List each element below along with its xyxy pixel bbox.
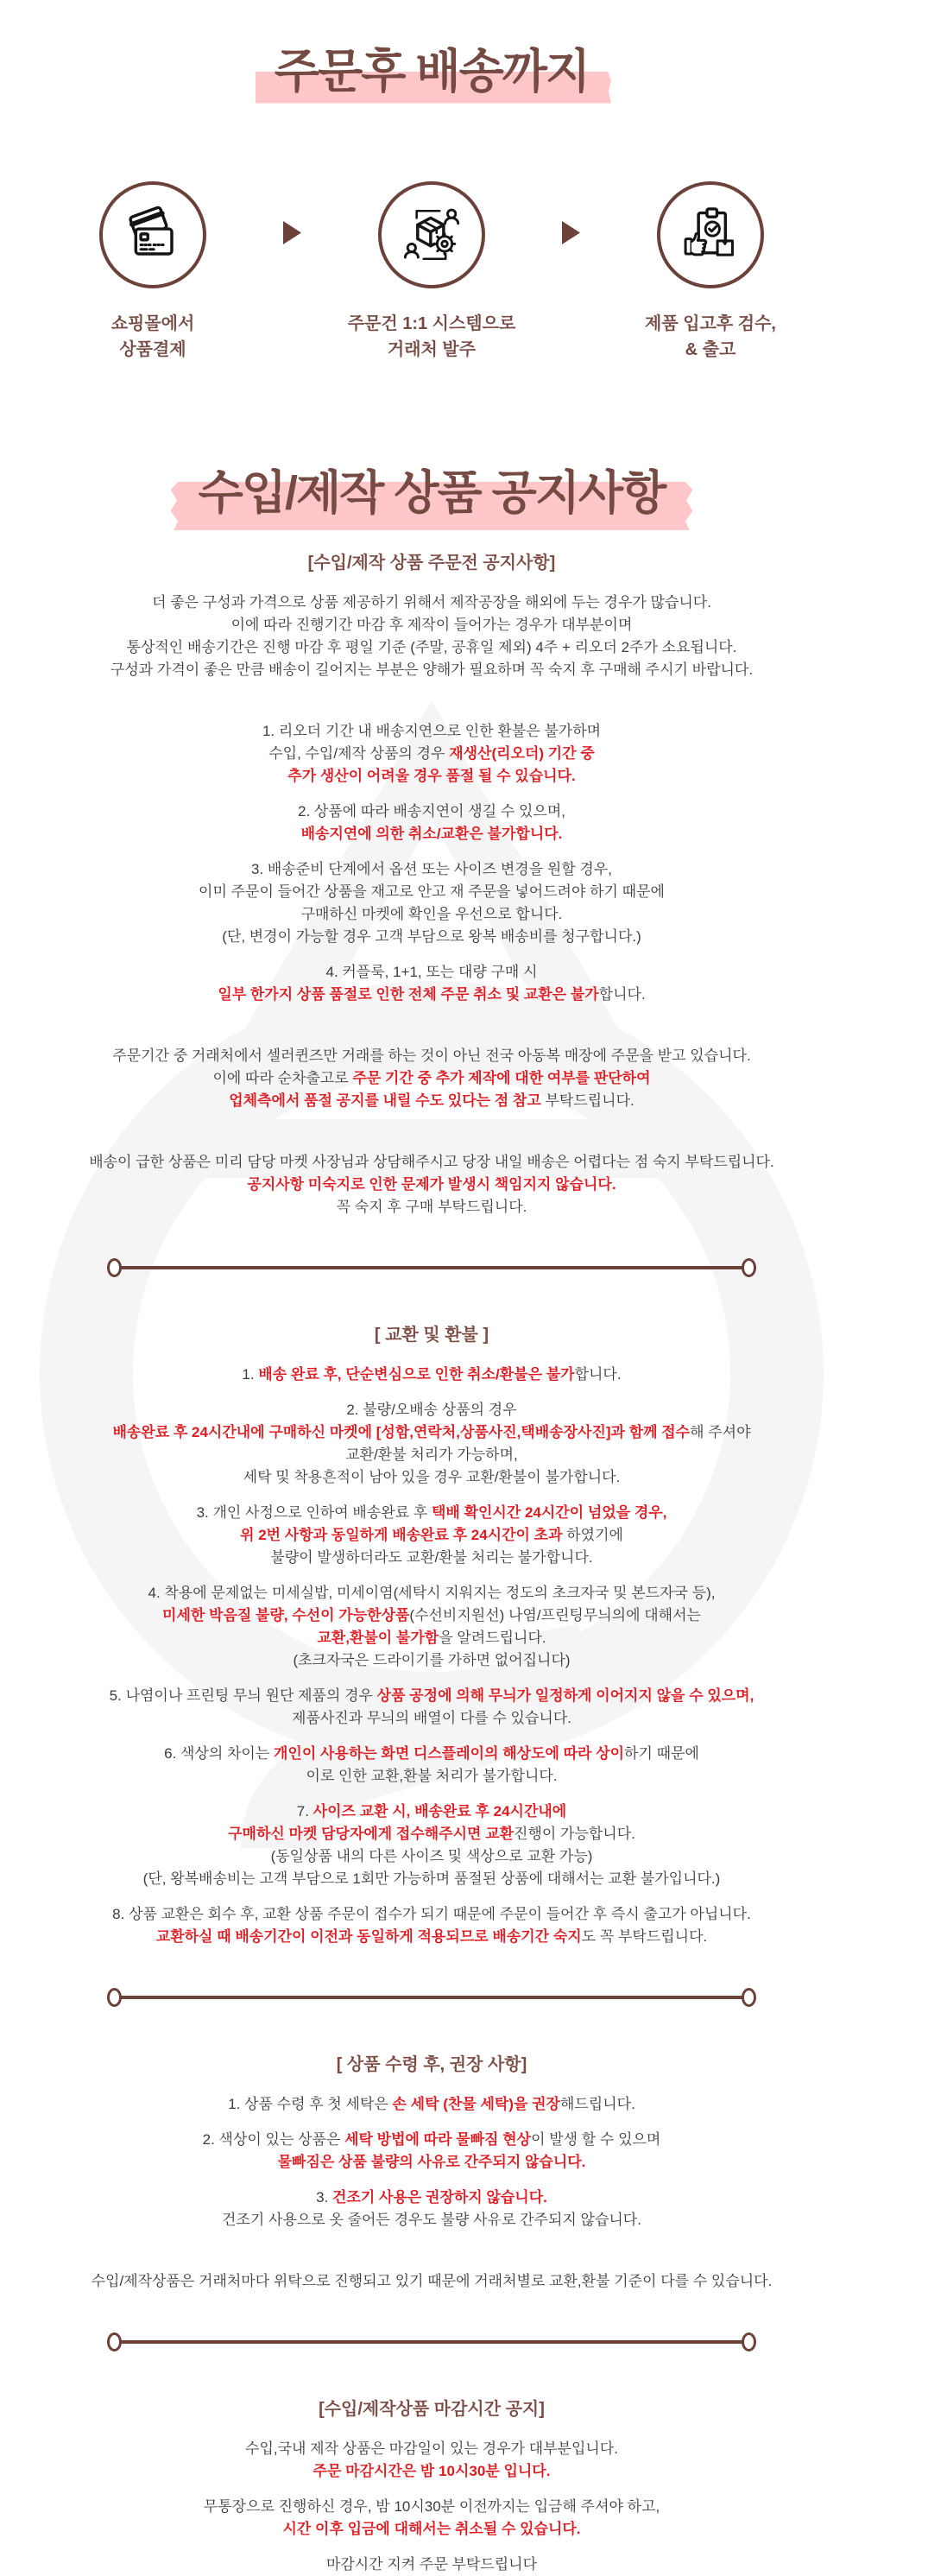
notice-text: 하기 때문에 xyxy=(624,1745,699,1762)
section-divider xyxy=(107,2332,756,2351)
notice-line xyxy=(26,765,837,788)
notice-text: 건조기 사용으로 옷 줄어든 경우도 불량 사유로 간주되지 않습니다. xyxy=(222,2212,641,2228)
notice-paragraph xyxy=(26,1045,837,1112)
notice-line xyxy=(26,2554,837,2576)
notice-text: 제품사진과 무늬의 배열이 다를 수 있습니다. xyxy=(292,1710,571,1726)
notice-text: 구매하신 마켓에 확인을 우선으로 합니다. xyxy=(300,906,563,922)
notice-line xyxy=(26,926,837,948)
notice-line xyxy=(26,1364,837,1386)
step-circle xyxy=(99,181,206,288)
notice-line xyxy=(26,720,837,743)
notice-text: 이 발생 할 수 있으며 xyxy=(531,2131,661,2148)
notice-text: 이미 주문이 들어간 상품을 재고로 안고 재 주문을 넣어드려야 하기 때문에 xyxy=(199,883,665,900)
notice-text-emphasis: 교환하실 때 배송기간이 이전과 동일하게 적용되므로 배송기간 숙지 xyxy=(155,1928,582,1945)
notice-line xyxy=(26,1707,837,1730)
notice-paragraph xyxy=(26,2554,837,2576)
notice-line xyxy=(26,1685,837,1707)
notice-text: 1. 리오더 기간 내 배송지연으로 인한 환불은 불가하며 xyxy=(262,723,602,739)
notice-text: 1. xyxy=(242,1366,259,1383)
notice-text: 세탁 및 착용흔적이 남아 있을 경우 교환/환불이 불가합니다. xyxy=(243,1469,621,1485)
divider-ring-icon xyxy=(742,1988,756,2007)
notice-line xyxy=(26,1524,837,1547)
notice-text: 3. 배송준비 단계에서 옵션 또는 사이즈 변경을 원할 경우, xyxy=(251,861,612,877)
step-label-inspection xyxy=(645,311,776,363)
notice-line xyxy=(26,1926,837,1948)
notice-text-emphasis: 미세한 박음질 불량, 수선이 가능한상품 xyxy=(162,1607,410,1623)
notice-line xyxy=(26,1090,837,1112)
notice-line xyxy=(26,858,837,881)
notice-line xyxy=(26,636,837,659)
notice-text-emphasis: 주문 기간 중 추가 제작에 대한 여부를 판단하여 xyxy=(352,1070,651,1086)
notice-text: 을 알려드립니다. xyxy=(439,1630,546,1646)
notice-line xyxy=(26,1845,837,1868)
divider-line xyxy=(120,1266,743,1269)
notice-line xyxy=(26,1466,837,1489)
notice-text-emphasis: 택배 확인시간 24시간이 넘었을 경우, xyxy=(432,1504,667,1521)
notice-text: (단, 변경이 가능할 경우 고객 부담으로 왕복 배송비를 청구합니다.) xyxy=(222,928,641,945)
notice-text-emphasis: 물빠짐은 상품 불량의 사유로 간주되지 않습니다. xyxy=(277,2154,586,2170)
title-row-notice xyxy=(0,465,863,523)
notice-text: 7. xyxy=(296,1803,313,1820)
notice-paragraph xyxy=(26,961,837,1006)
notice-paragraph xyxy=(26,1151,837,1218)
notice-text-emphasis: 상품 공정에 의해 무늬가 일정하게 이어지지 않을 수 있으며, xyxy=(376,1687,754,1704)
notice-text: 합니다. xyxy=(574,1366,622,1383)
notice-text: 2. 색상이 있는 상품은 xyxy=(202,2131,345,2148)
notice-text-emphasis: 주문 마감시간은 밤 10시30분 입니다. xyxy=(312,2463,551,2479)
notice-text-emphasis: 위 2번 사항과 동일하게 배송완료 후 24시간이 초과 xyxy=(240,1527,563,1543)
notice-text: 4. 커플룩, 1+1, 또는 대량 구매 시 xyxy=(325,964,538,980)
notice-paragraph xyxy=(26,1582,837,1672)
notice-text: 수입, 수입/제작 상품의 경우 xyxy=(268,745,450,762)
notice-text: 무통장으로 진행하신 경우, 밤 10시30분 이전까지는 입금해 주셔야 하고, xyxy=(203,2498,660,2515)
notice-line xyxy=(26,1174,837,1196)
notice-text: 이로 인한 교환,환불 처리가 불가합니다. xyxy=(306,1768,558,1784)
notice-text: 부탁드립니다. xyxy=(540,1092,634,1109)
page-title-notice xyxy=(199,465,666,523)
notice-line xyxy=(26,1196,837,1218)
notice-line xyxy=(26,1582,837,1604)
notice-line xyxy=(26,2129,837,2151)
notice-paragraph xyxy=(26,1502,837,1569)
notice-text: 구성과 가격이 좋은 만큼 배송이 길어지는 부분은 양해가 필요하며 꼭 숙지 후 구매해 주시기 바랍니다. xyxy=(110,661,754,678)
section-heading: [수입/제작상품 마감시간 공지] xyxy=(319,2400,545,2419)
page-title-delivery xyxy=(275,43,589,102)
section-divider xyxy=(107,1258,756,1277)
notice-line xyxy=(26,1067,837,1090)
step-circle xyxy=(657,181,764,288)
notice-text: 도 꼭 부탁드립니다. xyxy=(581,1928,708,1945)
notice-text: (동일상품 내의 다른 사이즈 및 색상으로 교환 가능) xyxy=(270,1848,593,1864)
notice-text: (단, 왕복배송비는 고객 부담으로 1회만 가능하며 품절된 상품에 대해서는 교환 불가입니다.) xyxy=(142,1870,721,1887)
credit-card-icon xyxy=(121,203,185,267)
notice-line xyxy=(26,2093,837,2116)
notice-text: 이에 따라 순차출고로 xyxy=(212,1070,353,1086)
notice-paragraph xyxy=(26,2187,837,2231)
notice-line xyxy=(26,2151,837,2174)
notice-line xyxy=(26,1444,837,1466)
step-circle xyxy=(378,181,485,288)
title-row-delivery xyxy=(0,0,863,102)
notice-paragraph xyxy=(26,1801,837,1890)
notice-line xyxy=(26,614,837,636)
notice-line xyxy=(26,2438,837,2460)
notice-line xyxy=(26,1627,837,1649)
section-heading: [ 상품 수령 후, 권장 사항] xyxy=(336,2055,527,2074)
notice-paragraph xyxy=(26,2438,837,2483)
notice-line xyxy=(26,1604,837,1627)
notice-paragraph xyxy=(26,1364,837,1386)
notice-text: (수선비지원선) 나염/프린팅무늬의에 대해서는 xyxy=(409,1607,701,1623)
notice-line xyxy=(26,1743,837,1765)
notice-text-emphasis: 배송완료 후 24시간내에 구매하신 마켓에 [성함,연락처,상품사진,택배송장사진]과 함께 접수 xyxy=(112,1424,691,1440)
notice-text: 이에 따라 진행기간 마감 후 제작이 들어가는 경우가 대부분이며 xyxy=(230,617,633,633)
notice-paragraph xyxy=(26,720,837,788)
notice-text-emphasis: 손 세탁 (찬물 세탁)을 권장 xyxy=(392,2096,560,2112)
notice-line xyxy=(26,961,837,984)
step-label-payment xyxy=(111,311,195,363)
divider-ring-icon xyxy=(742,2332,756,2351)
step-label-line: 주문건 1:1 시스템으로 xyxy=(347,313,516,333)
notice-text: 불량이 발생하더라도 교환/환불 처리는 불가합니다. xyxy=(270,1549,593,1566)
notice-text: 해드립니다. xyxy=(559,2096,635,2112)
notice-text-emphasis: 구매하신 마켓 담당자에게 접수해주시면 교환 xyxy=(228,1826,515,1842)
notice-paragraph xyxy=(26,1399,837,1489)
arrow-right-icon xyxy=(562,221,580,249)
notice-text: 2. 상품에 따라 배송지연이 생길 수 있으며, xyxy=(298,803,565,820)
notice-line xyxy=(26,881,837,903)
notice-text: 배송이 급한 상품은 미리 담당 마켓 사장님과 상담해주시고 당장 내일 배송은 어렵다는 점 숙지 부탁드립니다. xyxy=(89,1154,774,1170)
notice-line xyxy=(26,743,837,765)
arrow-right-icon xyxy=(283,221,301,249)
notice-text-emphasis: 시간 이후 입금에 대해서는 취소될 수 있습니다. xyxy=(282,2521,581,2537)
notice-text: 더 좋은 구성과 가격으로 상품 제공하기 위해서 제작공장을 해외에 두는 경우가 많습니다. xyxy=(152,594,711,611)
notice-text: 2. 불량/오배송 상품의 경우 xyxy=(346,1402,517,1418)
notice-text-emphasis: 건조기 사용은 권장하지 않습니다. xyxy=(332,2189,547,2206)
page-title-text: 주문후 배송까지 xyxy=(274,46,590,98)
notice-text: 3. xyxy=(316,2189,333,2206)
notice-paragraph xyxy=(26,2129,837,2174)
notice-line xyxy=(26,2270,837,2293)
notice-text: 진행이 가능합니다. xyxy=(514,1826,635,1842)
notice-paragraph xyxy=(26,592,837,681)
inspection-shipping-icon xyxy=(679,203,742,267)
notice-text: 주문기간 중 거래처에서 셀러퀸즈만 거래를 하는 것이 아닌 전국 아동복 매장에 주문을 받고 있습니다. xyxy=(112,1047,751,1064)
notice-text-emphasis: 세탁 방법에 따라 물빠짐 현상 xyxy=(344,2131,532,2148)
notice-text-emphasis: 추가 생산이 어려울 경우 품절 될 수 있습니다. xyxy=(287,768,576,784)
section-heading: [수입/제작 상품 주문전 공지사항] xyxy=(307,554,556,573)
divider-line xyxy=(120,2340,743,2344)
notice-line xyxy=(26,1151,837,1174)
step-label-order-system xyxy=(348,311,516,363)
notice-line xyxy=(26,592,837,614)
divider-line xyxy=(120,1996,743,1999)
notice-paragraph xyxy=(26,2270,837,2293)
notice-text: 하였기에 xyxy=(562,1527,623,1543)
notice-paragraph xyxy=(26,1685,837,1730)
notice-text: (초크자국은 드라이기를 가하면 없어집니다) xyxy=(293,1652,571,1668)
notice-text-emphasis: 교환,환불이 불가함 xyxy=(317,1630,439,1646)
notice-line xyxy=(26,1502,837,1524)
notice-text: 해 주셔야 xyxy=(690,1424,751,1440)
notice-text: 합니다. xyxy=(598,986,646,1003)
notice-text: 마감시간 지켜 주문 부탁드립니다 xyxy=(325,2556,538,2573)
notice-line xyxy=(26,903,837,926)
notice-text-emphasis: 업체측에서 품절 공지를 내릴 수도 있다는 점 참고 xyxy=(229,1092,541,1109)
notice-paragraph xyxy=(26,1903,837,1948)
notice-text: 수입,국내 제작 상품은 마감일이 있는 경우가 대부분입니다. xyxy=(245,2440,618,2457)
notice-line xyxy=(26,984,837,1006)
page-title-text: 수입/제작 상품 공지사항 xyxy=(198,466,666,519)
notice-line xyxy=(26,1903,837,1926)
notice-line xyxy=(26,2496,837,2518)
notice-text: 수입/제작상품은 거래처마다 위탁으로 진행되고 있기 때문에 거래처별로 교환,환불 기준이 다를 수 있습니다. xyxy=(91,2273,773,2289)
notice-text: 8. 상품 교환은 회수 후, 교환 상품 주문이 접수가 되기 때문에 주문이 들어간 후 즉시 출고가 아닙니다. xyxy=(112,1906,751,1922)
notice-line xyxy=(26,659,837,681)
notice-text: 1. 상품 수령 후 첫 세탁은 xyxy=(228,2096,393,2112)
step-payment xyxy=(45,181,261,363)
notice-paragraph xyxy=(26,2496,837,2541)
notice-text-emphasis: 배송 완료 후, 단순변심으로 인한 취소/환불은 불가 xyxy=(258,1366,575,1383)
section-divider xyxy=(107,1988,756,2007)
notice-text: 통상적인 배송기간은 진행 마감 후 평일 기준 (주말, 공휴일 제외) 4주 + 리오더 2주가 소요됩니다. xyxy=(126,639,737,655)
notice-line xyxy=(26,2209,837,2231)
step-label-line: 거래처 발주 xyxy=(387,339,477,359)
notice-line xyxy=(26,1765,837,1788)
notice-text: 5. 나염이나 프린팅 무늬 원단 제품의 경우 xyxy=(109,1687,377,1704)
step-label-line: & 출고 xyxy=(685,339,736,359)
step-label-line: 쇼핑몰에서 xyxy=(110,313,195,333)
notice-paragraph xyxy=(26,2093,837,2116)
notice-paragraph xyxy=(26,858,837,948)
notice-text-emphasis: 개인이 사용하는 화면 디스플레이의 해상도에 따라 상이 xyxy=(274,1745,625,1762)
step-inspection-shipping xyxy=(603,181,818,363)
notice-text-emphasis: 사이즈 교환 시, 배송완료 후 24시간내에 xyxy=(312,1803,567,1820)
notice-text: 6. 색상의 차이는 xyxy=(164,1745,274,1762)
step-label-line: 상품결제 xyxy=(119,339,186,359)
notice-line xyxy=(26,2460,837,2483)
notice-line xyxy=(26,1045,837,1067)
step-label-line: 제품 입고후 검수, xyxy=(645,313,776,333)
section-heading: [ 교환 및 환불 ] xyxy=(374,1326,489,1345)
notice-line xyxy=(26,1801,837,1823)
notice-text-emphasis: 배송지연에 의한 취소/교환은 불가합니다. xyxy=(300,826,563,842)
order-system-icon xyxy=(400,203,464,267)
divider-ring-icon xyxy=(742,1258,756,1277)
notice-line xyxy=(26,1868,837,1890)
notice-line xyxy=(26,1649,837,1672)
notice-text: 3. 개인 사정으로 인하여 배송완료 후 xyxy=(196,1504,432,1521)
notice-text-emphasis: 공지사항 미숙지로 인한 문제가 발생시 책임지지 않습니다. xyxy=(247,1176,616,1193)
notice-text-emphasis: 일부 한가지 상품 품절로 인한 전체 주문 취소 및 교환은 불가 xyxy=(218,986,599,1003)
notice-text: 4. 착용에 문제없는 미세실밥, 미세이염(세탁시 지워지는 정도의 초크자국 및 본드자국 등), xyxy=(148,1585,716,1601)
notice-paragraph xyxy=(26,1743,837,1788)
notice-paragraph xyxy=(26,801,837,845)
notice-text-emphasis: 재생산(리오더) 기간 중 xyxy=(449,745,595,762)
notice-line xyxy=(26,2187,837,2209)
notice-line xyxy=(26,1823,837,1845)
notice-content xyxy=(0,552,863,2576)
notice-line xyxy=(26,2518,837,2541)
notice-line xyxy=(26,1421,837,1444)
process-steps xyxy=(0,181,863,363)
notice-line xyxy=(26,1399,837,1421)
notice-text: 꼭 숙지 후 구매 부탁드립니다. xyxy=(336,1199,527,1215)
notice-line xyxy=(26,823,837,845)
notice-line xyxy=(26,801,837,823)
notice-line xyxy=(26,1547,837,1569)
step-order-system xyxy=(324,181,540,363)
notice-text: 교환/환불 처리가 가능하며, xyxy=(345,1446,518,1463)
